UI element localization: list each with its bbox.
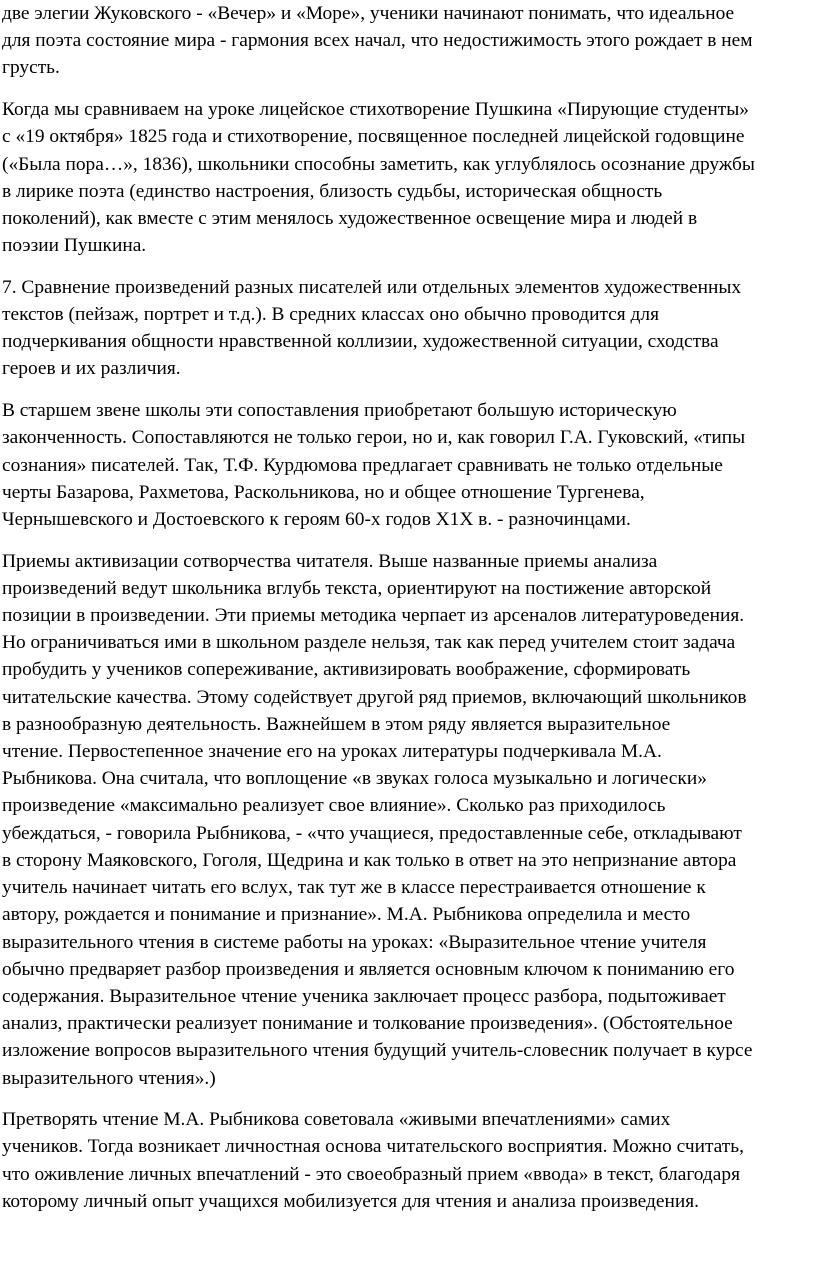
paragraph-senior-school: В старшем звене школы эти сопоставления приобретают большую историческую законченность. Сопоставляются не только герои, но и, как говорил Г.А. Гуковский, «типы сознания» писателей. Так, Т.Ф. Курдюмова предлагает сравнивать не только отдельные черты Базарова, Рахметова, Раскольникова, но и общее отношение Тургенева, Чернышевского и Достоевского к героям 60-х годов Х1Х в. - разночинцами. xyxy=(2,400,746,530)
paragraph-pushkin-lyceum: Когда мы сравниваем на уроке лицейское стихотворение Пушкина «Пирующие студенты» с «19 октября» 1825 года и стихотворение, посвященное последней лицейской годовщине («Была пора…», 1836), школьники способны заметить, как углублялось осознание дружбы в лирике поэта (единство настроения, близость судьбы, историческая общность поколений), как вместе с этим менялось художественное освещение мира и людей в поэзии Пушкина. xyxy=(2,99,755,257)
paragraph-comparison-writers: 7. Сравнение произведений разных писателей или отдельных элементов художественных текстов (пейзаж, портрет и т.д.). В средних классах оно обычно проводится для подчеркивания общности нравственной коллизии, художественной ситуации, сходства героев и их различия. xyxy=(2,276,742,380)
paragraph-elegies: две элегии Жуковского - «Вечер» и «Море», ученики начинают понимать, что идеальное для поэта состояние мира - гармония всех начал, что недостижимость этого рождает в нем грусть. xyxy=(2,3,753,79)
paragraph-reader-cocreation: Приемы активизации сотворчества читателя. Выше названные приемы анализа произведений ведут школьника вглубь текста, ориентируют на постижение авторской позиции в произведении. Эти приемы методика черпает из арсеналов литературоведения. Но ограничиваться ими в школьном разделе нельзя, так как перед учителем стоит задача пробудить у учеников сопереживание, активизировать воображение, сформировать читательские качества. Этому содействует другой ряд приемов, включающий школьников в разнообразную деятельность. Важнейшем в этом ряду является выразительное чтение. Первостепенное значение его на уроках литературы подчеркивала М.А. Рыбникова. Она считала, что воплощение «в звуках голоса музыкально и логически» произведение «максимально реализует свое влияние». Сколько раз приходилось убеждаться, - говорила Рыбникова, - «что учащиеся, предоставленные себе, откладывают в сторону Маяковского, Гоголя, Щедрина и как только в ответ на это непризнание автора учитель начинает читать его вслух, так тут же в классе перестраивается отношение к автору, рождается и понимание и признание». М.А. Рыбникова определила и место выразительного чтения в системе работы на уроках: «Выразительное чтение учителя обычно предваряет разбор произведения и является основным ключом к пониманию его содержания. Выразительное чтение ученика заключает процесс разбора, подытоживает анализ, практически реализует понимание и толкование произведения». (Обстоятельное изложение вопросов выразительного чтения будущий учитель-словесник получает в курсе выразительного чтения».) xyxy=(2,550,753,1089)
paragraph-living-impressions: Претворять чтение М.А. Рыбникова советовала «живыми впечатлениями» самих учеников. Тогда возникает личностная основа читательского восприятия. Можно считать, что оживление личных впечатлений - это своеобразный прием «ввода» в текст, благодаря которому личный опыт учащихся мобилизуется для чтения и анализа произведения. xyxy=(2,1109,744,1212)
